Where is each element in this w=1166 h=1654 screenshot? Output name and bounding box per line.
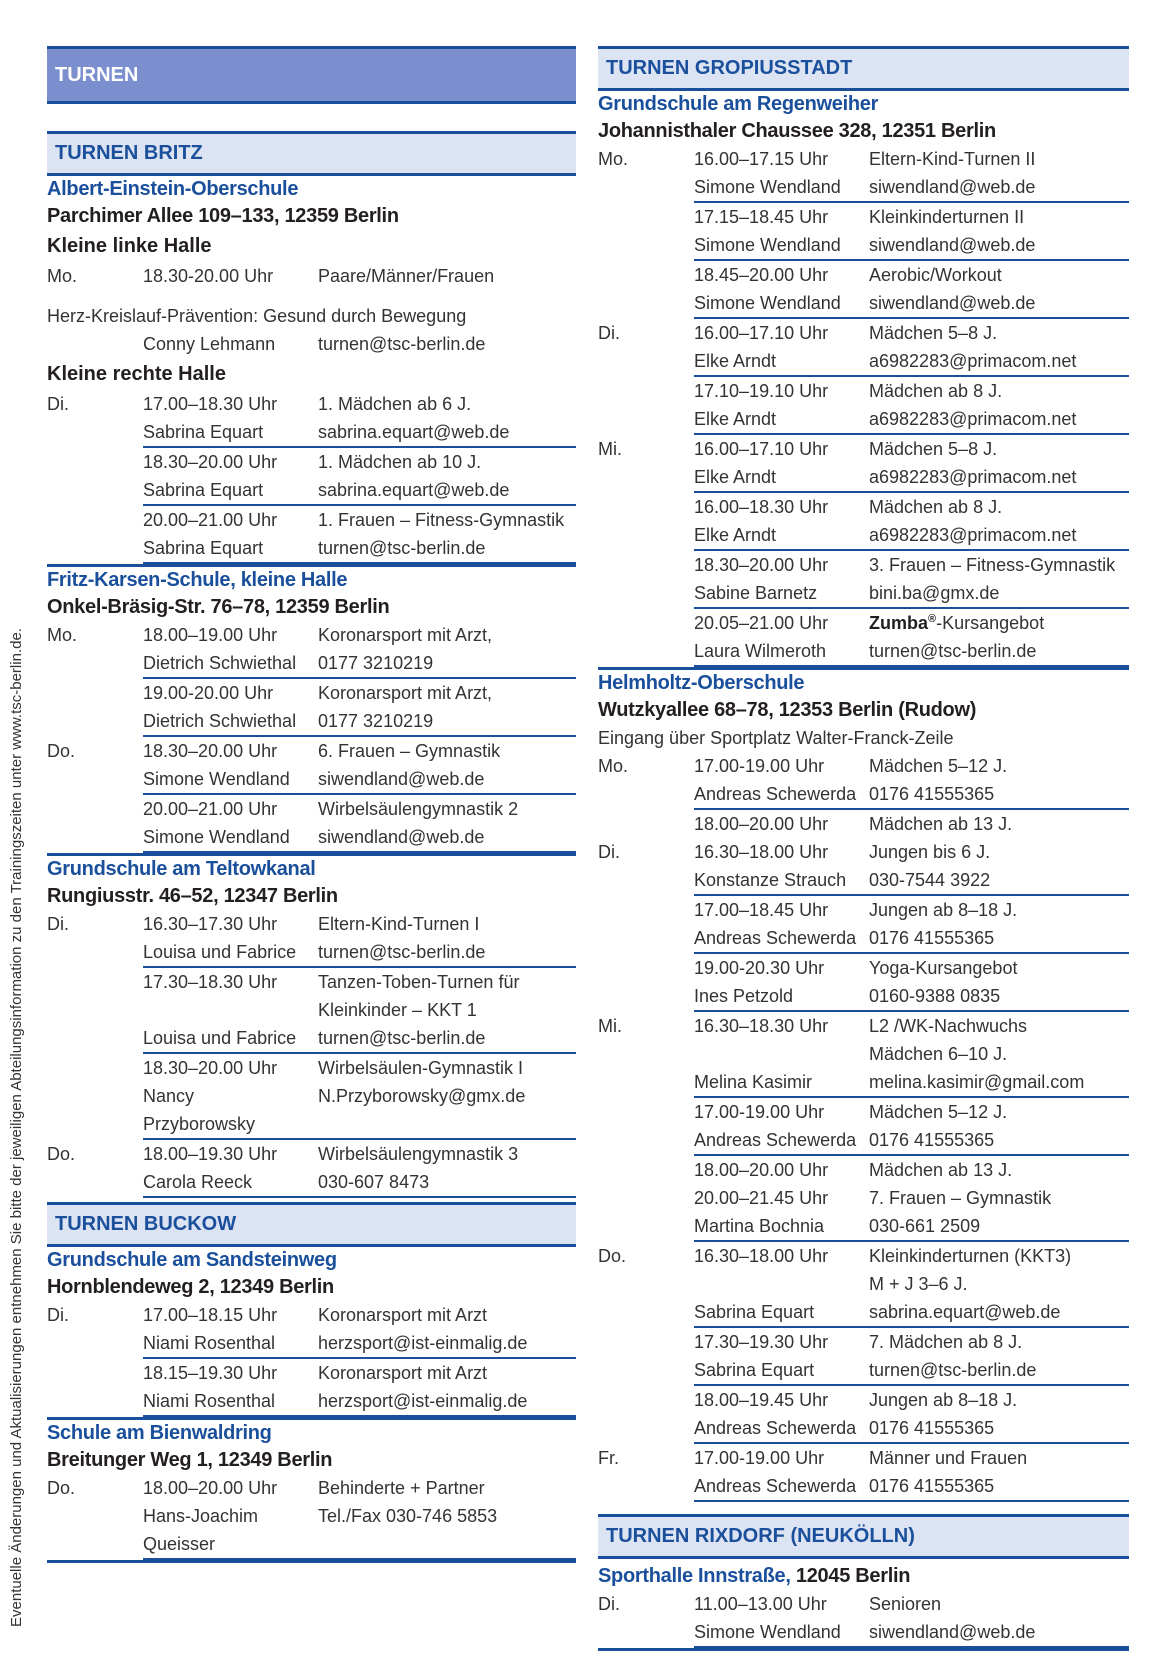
time-or-trainer: Nancy (143, 1086, 195, 1106)
course-or-contact: L2 /WK-Nachwuchs (869, 1016, 1028, 1036)
weekday (47, 1359, 143, 1387)
course-or-contact: 030-607 8473 (318, 1168, 576, 1198)
hall-name: Kleine linke Halle (47, 235, 212, 257)
weekday (47, 330, 143, 358)
schedule-table (47, 1301, 576, 1417)
zumba-label: Zumba® (869, 613, 937, 633)
weekday (598, 347, 694, 377)
course-or-contact: 1. Mädchen ab 6 J. (318, 394, 472, 414)
time-or-trainer: Ines Petzold (694, 982, 869, 1012)
course-or-contact: siwendland@web.de (869, 289, 1129, 319)
weekday: Do. (47, 741, 76, 761)
course-or-contact: Wirbelsäulengymnastik 2 (318, 799, 519, 819)
weekday (598, 1328, 694, 1356)
course-or-contact: Mädchen 5–12 J. (869, 756, 1008, 776)
course-or-contact: Aerobic/Workout (869, 265, 1002, 285)
hall-name: Kleine rechte Halle (47, 363, 226, 385)
weekday (598, 521, 694, 551)
weekday: Di. (598, 842, 620, 862)
time-or-trainer: Sabrina Equart (143, 476, 318, 506)
course-or-contact (869, 609, 1129, 637)
weekday: Di. (47, 1305, 69, 1325)
course-or-contact: a6982283@primacom.net (869, 521, 1129, 551)
time-or-trainer: Andreas Schewerda (694, 1126, 869, 1156)
time-or-trainer: Simone Wendland (143, 765, 318, 795)
section-header-gropiusstadt: TURNEN GROPIUSSTADT (598, 46, 1129, 91)
course-or-contact: Wirbelsäulen-Gymnastik I (318, 1058, 524, 1078)
weekday (47, 1168, 143, 1198)
course-or-contact: Wirbelsäulengymnastik 3 (318, 1144, 519, 1164)
zumba-rest: -Kursangebot (936, 613, 1045, 633)
weekday (598, 1040, 694, 1068)
time-or-trainer: 18.30–20.00 Uhr (143, 1058, 278, 1078)
weekday (598, 1098, 694, 1126)
time-or-trainer: Laura Wilmeroth (694, 637, 869, 667)
weekday (598, 579, 694, 609)
trainer: Conny Lehmann (143, 334, 276, 354)
divider (47, 1560, 576, 1563)
time-or-trainer: 16.30–18.30 Uhr (694, 1016, 829, 1036)
time-or-trainer: Dietrich Schwiethal (143, 707, 318, 737)
time-or-trainer: Simone Wendland (694, 231, 869, 261)
weekday (598, 377, 694, 405)
course-note: Herz-Kreislauf-Prävention: Gesund durch Bewegung (47, 306, 467, 326)
schedule-table (47, 330, 576, 358)
weekday (47, 996, 143, 1024)
school-name: Grundschule am Sandsteinweg (47, 1249, 337, 1271)
weekday (47, 1530, 143, 1560)
time-or-trainer: 18.30–20.00 Uhr (143, 741, 278, 761)
course-or-contact: herzsport@ist-einmalig.de (318, 1387, 576, 1417)
course-or-contact: Koronarsport mit Arzt (318, 1363, 488, 1383)
time-or-trainer: 18.15–19.30 Uhr (143, 1363, 278, 1383)
time-or-trainer: 16.00–18.30 Uhr (694, 497, 829, 517)
course-or-contact: 1. Mädchen ab 10 J. (318, 452, 482, 472)
right-column (598, 46, 1129, 1651)
time-or-trainer: Simone Wendland (694, 173, 869, 203)
course-or-contact: a6982283@primacom.net (869, 463, 1129, 493)
course-or-contact: Kleinkinder – KKT 1 (318, 1000, 477, 1020)
time-or-trainer: 17.00–18.30 Uhr (143, 394, 278, 414)
schedule-table (598, 145, 1129, 667)
course-or-contact: 0176 41555365 (869, 924, 1129, 954)
weekday (47, 1082, 143, 1110)
course-or-contact: Mädchen ab 13 J. (869, 814, 1013, 834)
weekday (598, 551, 694, 579)
registered-mark: ® (928, 613, 937, 625)
course-or-contact: 030-7544 3922 (869, 866, 1129, 896)
weekday (47, 1329, 143, 1359)
time-or-trainer: Andreas Schewerda (694, 780, 869, 810)
time-or-trainer: 20.00–21.00 Uhr (143, 799, 278, 819)
time-or-trainer: 18.00–19.45 Uhr (694, 1390, 829, 1410)
divider (598, 1648, 1129, 1651)
weekday (47, 418, 143, 448)
school-name: Sporthalle Innstraße, (598, 1565, 791, 1587)
weekday: Mo. (598, 149, 629, 169)
time-or-trainer: 16.00–17.10 Uhr (694, 323, 829, 343)
time-or-trainer: Martina Bochnia (694, 1212, 869, 1242)
time-or-trainer: 17.30–18.30 Uhr (143, 972, 278, 992)
time-or-trainer: Dietrich Schwiethal (143, 649, 318, 679)
weekday (598, 203, 694, 231)
weekday: Mi. (598, 1016, 622, 1036)
weekday (47, 448, 143, 476)
time-or-trainer: Sabrina Equart (143, 418, 318, 448)
time-or-trainer: Niami Rosenthal (143, 1387, 318, 1417)
weekday (598, 810, 694, 838)
time-or-trainer: 18.00–20.00 Uhr (694, 1160, 829, 1180)
course-or-contact: Senioren (869, 1594, 942, 1614)
section-header-turnen: TURNEN (47, 46, 576, 104)
weekday (598, 982, 694, 1012)
weekday (47, 649, 143, 679)
schedule-table (598, 752, 1129, 1502)
school-address: Wutzkyallee 68–78, 12353 Berlin (Rudow) (598, 699, 977, 721)
course-or-contact: Mädchen 5–8 J. (869, 439, 998, 459)
course-or-contact: a6982283@primacom.net (869, 347, 1129, 377)
course-or-contact: siwendland@web.de (869, 1618, 1129, 1648)
weekday (47, 1024, 143, 1054)
course-or-contact: turnen@tsc-berlin.de (869, 1356, 1129, 1386)
time-or-trainer: 19.00-20.30 Uhr (694, 958, 825, 978)
weekday: Di. (47, 394, 69, 414)
time-or-trainer: 17.00-19.00 Uhr (694, 1102, 825, 1122)
time-or-trainer: 19.00-20.00 Uhr (143, 683, 274, 703)
section-header-buckow: TURNEN BUCKOW (47, 1202, 576, 1247)
course-or-contact: Mädchen 5–8 J. (869, 323, 998, 343)
contact: turnen@tsc-berlin.de (318, 334, 486, 354)
weekday (47, 1387, 143, 1417)
school-address: Breitunger Weg 1, 12349 Berlin (47, 1449, 333, 1471)
weekday (598, 780, 694, 810)
weekday (598, 1184, 694, 1212)
weekday: Mi. (598, 439, 622, 459)
time-or-trainer: Sabrina Equart (694, 1298, 869, 1328)
school-name: Fritz-Karsen-Schule, kleine Halle (47, 569, 348, 591)
time-or-trainer: 17.00–18.45 Uhr (694, 900, 829, 920)
course-or-contact: Mädchen ab 13 J. (869, 1160, 1013, 1180)
course-or-contact: 030-661 2509 (869, 1212, 1129, 1242)
time-or-trainer: 16.30–18.00 Uhr (694, 842, 829, 862)
school-name: Albert-Einstein-Oberschule (47, 178, 299, 200)
time-or-trainer (694, 1270, 869, 1298)
weekday: Do. (47, 1478, 76, 1498)
course-or-contact: 0177 3210219 (318, 707, 576, 737)
schedule-table (47, 621, 576, 853)
time-or-trainer: Carola Reeck (143, 1168, 318, 1198)
weekday (598, 1068, 694, 1098)
course-or-contact: N.Przyborowsky@gmx.de (318, 1086, 526, 1106)
weekday (598, 1126, 694, 1156)
school-address: Hornblendeweg 2, 12349 Berlin (47, 1276, 334, 1298)
entrance-note: Eingang über Sportplatz Walter-Franck-Zeile (598, 728, 954, 748)
time-or-trainer (694, 1040, 869, 1068)
side-note: Eventuelle Änderungen und Aktualisierungen entnehmen Sie bitte der jeweiligen Abteilungsinformation zu den Trainingszeiten unter www.tsc-berlin.de. (8, 628, 25, 1627)
time-or-trainer: 20.00–21.00 Uhr (143, 510, 278, 530)
school-name: Schule am Bienwaldring (47, 1422, 272, 1444)
schedule-table (47, 910, 576, 1198)
course-or-contact: Koronarsport mit Arzt, (318, 625, 493, 645)
time-or-trainer: 18.30–20.00 Uhr (694, 555, 829, 575)
course-or-contact: siwendland@web.de (318, 823, 576, 853)
school-address: Parchimer Allee 109–133, 12359 Berlin (47, 205, 399, 227)
time-or-trainer: 16.00–17.15 Uhr (694, 149, 829, 169)
course-or-contact: siwendland@web.de (869, 173, 1129, 203)
school-address (598, 1563, 1129, 1590)
weekday (47, 795, 143, 823)
weekday (598, 463, 694, 493)
time-or-trainer: Elke Arndt (694, 463, 869, 493)
time-or-trainer: 17.00–18.15 Uhr (143, 1305, 278, 1325)
weekday (598, 924, 694, 954)
course-or-contact: 0160-9388 0835 (869, 982, 1129, 1012)
time-or-trainer: 17.00-19.00 Uhr (694, 1448, 825, 1468)
time-or-trainer: Melina Kasimir (694, 1068, 869, 1098)
weekday (47, 506, 143, 534)
time: 18.30-20.00 Uhr (143, 266, 274, 286)
time-or-trainer: 16.30–18.00 Uhr (694, 1246, 829, 1266)
school-address: Onkel-Bräsig-Str. 76–78, 12359 Berlin (47, 596, 390, 618)
time-or-trainer: Elke Arndt (694, 347, 869, 377)
course-or-contact: Koronarsport mit Arzt, (318, 683, 493, 703)
time-or-trainer: Andreas Schewerda (694, 1414, 869, 1444)
course-or-contact: 1. Frauen – Fitness-Gymnastik (318, 510, 565, 530)
time-or-trainer: Niami Rosenthal (143, 1329, 318, 1359)
course-or-contact: 0176 41555365 (869, 1472, 1129, 1502)
weekday (598, 493, 694, 521)
weekday (598, 1386, 694, 1414)
course-or-contact: siwendland@web.de (318, 765, 576, 795)
weekday (598, 289, 694, 319)
course-or-contact: 0176 41555365 (869, 1414, 1129, 1444)
group: Paare/Männer/Frauen (318, 266, 495, 286)
time-or-trainer: Andreas Schewerda (694, 1472, 869, 1502)
course-or-contact: Tel./Fax 030-746 5853 (318, 1506, 498, 1526)
weekday (598, 1356, 694, 1386)
weekday (47, 765, 143, 795)
time-or-trainer: Hans-Joachim (143, 1506, 259, 1526)
time-or-trainer: Louisa und Fabrice (143, 938, 318, 968)
weekday (47, 534, 143, 564)
time-or-trainer: 16.00–17.10 Uhr (694, 439, 829, 459)
time-or-trainer: Sabine Barnetz (694, 579, 869, 609)
time-or-trainer: Queisser (143, 1530, 318, 1560)
school-name: Grundschule am Regenweiher (598, 93, 879, 115)
weekday: Do. (47, 1144, 76, 1164)
weekday: Fr. (598, 1448, 619, 1468)
weekday (598, 954, 694, 982)
time-or-trainer: Louisa und Fabrice (143, 1024, 318, 1054)
weekday (47, 823, 143, 853)
course-or-contact: 7. Frauen – Gymnastik (869, 1188, 1052, 1208)
time-or-trainer: Przyborowsky (143, 1110, 318, 1140)
weekday (598, 896, 694, 924)
schedule-table (47, 1474, 576, 1560)
school-name: Helmholtz-Oberschule (598, 672, 805, 694)
section-header-britz: TURNEN BRITZ (47, 131, 576, 176)
time-or-trainer: 17.30–19.30 Uhr (694, 1332, 829, 1352)
time-or-trainer: Sabrina Equart (694, 1356, 869, 1386)
course-or-contact: Jungen ab 8–18 J. (869, 1390, 1018, 1410)
course-or-contact: sabrina.equart@web.de (318, 476, 576, 506)
school-address: Johannisthaler Chaussee 328, 12351 Berlin (598, 120, 996, 142)
weekday (598, 866, 694, 896)
course-or-contact: siwendland@web.de (869, 231, 1129, 261)
school-name: Grundschule am Teltowkanal (47, 858, 316, 880)
weekday (598, 1472, 694, 1502)
course-or-contact: turnen@tsc-berlin.de (318, 1024, 576, 1054)
course-or-contact: Jungen ab 8–18 J. (869, 900, 1018, 920)
course-or-contact: 0176 41555365 (869, 1126, 1129, 1156)
weekday (598, 173, 694, 203)
time-or-trainer: Simone Wendland (143, 823, 318, 853)
weekday (47, 968, 143, 996)
time-or-trainer: Andreas Schewerda (694, 924, 869, 954)
course-or-contact: Tanzen-Toben-Turnen für (318, 972, 520, 992)
course-or-contact: Mädchen ab 8 J. (869, 497, 1003, 517)
time-or-trainer: Simone Wendland (694, 289, 869, 319)
course-or-contact: Koronarsport mit Arzt (318, 1305, 488, 1325)
schedule-table (47, 262, 576, 290)
course-or-contact: Mädchen 6–10 J. (869, 1044, 1008, 1064)
weekday (47, 1110, 143, 1140)
weekday: Di. (47, 914, 69, 934)
course-or-contact: bini.ba@gmx.de (869, 579, 1129, 609)
course-or-contact: melina.kasimir@gmail.com (869, 1068, 1129, 1098)
weekday (47, 1054, 143, 1082)
weekday (598, 1414, 694, 1444)
course-or-contact: herzsport@ist-einmalig.de (318, 1329, 576, 1359)
course-or-contact: M + J 3–6 J. (869, 1274, 968, 1294)
left-column (47, 46, 576, 1563)
weekday (598, 405, 694, 435)
course-or-contact: Eltern-Kind-Turnen I (318, 914, 480, 934)
weekday (47, 679, 143, 707)
course-or-contact: Männer und Frauen (869, 1448, 1028, 1468)
time-or-trainer: 17.00-19.00 Uhr (694, 756, 825, 776)
time-or-trainer: Elke Arndt (694, 521, 869, 551)
weekday (47, 476, 143, 506)
weekday: Di. (598, 1594, 620, 1614)
course-or-contact: 7. Mädchen ab 8 J. (869, 1332, 1023, 1352)
weekday (598, 1618, 694, 1648)
course-or-contact: turnen@tsc-berlin.de (318, 534, 576, 564)
time-or-trainer: 18.45–20.00 Uhr (694, 265, 829, 285)
course-or-contact: Jungen bis 6 J. (869, 842, 991, 862)
weekday (47, 707, 143, 737)
weekday: Do. (598, 1246, 627, 1266)
weekday (598, 1156, 694, 1184)
course-or-contact: turnen@tsc-berlin.de (318, 938, 576, 968)
school-address: Rungiusstr. 46–52, 12347 Berlin (47, 885, 338, 907)
weekday (598, 261, 694, 289)
time-or-trainer: Elke Arndt (694, 405, 869, 435)
time-or-trainer: 20.05–21.00 Uhr (694, 613, 829, 633)
time-or-trainer: 18.00–20.00 Uhr (694, 814, 829, 834)
time-or-trainer (143, 996, 318, 1024)
schedule-table (47, 390, 576, 564)
course-or-contact: a6982283@primacom.net (869, 405, 1129, 435)
time-or-trainer: 20.00–21.45 Uhr (694, 1188, 829, 1208)
time-or-trainer: Sabrina Equart (143, 534, 318, 564)
course-or-contact: sabrina.equart@web.de (869, 1298, 1129, 1328)
weekday: Mo. (598, 756, 629, 776)
course-or-contact: 6. Frauen – Gymnastik (318, 741, 501, 761)
section-header-rixdorf: TURNEN RIXDORF (NEUKÖLLN) (598, 1514, 1129, 1559)
weekday (598, 231, 694, 261)
time-or-trainer: 18.00–19.00 Uhr (143, 625, 278, 645)
weekday: Mo. (47, 625, 78, 645)
course-or-contact: Kleinkinderturnen (KKT3) (869, 1246, 1072, 1266)
weekday (598, 1270, 694, 1298)
time-or-trainer: 17.15–18.45 Uhr (694, 207, 829, 227)
time-or-trainer: 18.00–19.30 Uhr (143, 1144, 278, 1164)
weekday (598, 609, 694, 637)
course-or-contact: Eltern-Kind-Turnen II (869, 149, 1036, 169)
course-or-contact: sabrina.equart@web.de (318, 418, 576, 448)
weekday: Mo. (47, 266, 78, 286)
course-or-contact (318, 1110, 576, 1140)
weekday (598, 1212, 694, 1242)
weekday (47, 1502, 143, 1530)
course-or-contact: Mädchen ab 8 J. (869, 381, 1003, 401)
time-or-trainer: 18.30–20.00 Uhr (143, 452, 278, 472)
time-or-trainer: 17.10–19.10 Uhr (694, 381, 829, 401)
course-or-contact: Mädchen 5–12 J. (869, 1102, 1008, 1122)
time-or-trainer: 11.00–13.00 Uhr (694, 1594, 827, 1614)
course-or-contact: turnen@tsc-berlin.de (869, 637, 1129, 667)
time-or-trainer: 18.00–20.00 Uhr (143, 1478, 278, 1498)
weekday (598, 1298, 694, 1328)
weekday (598, 637, 694, 667)
course-or-contact: Behinderte + Partner (318, 1478, 485, 1498)
address-rest: 12045 Berlin (790, 1565, 911, 1587)
course-or-contact: 0176 41555365 (869, 780, 1129, 810)
course-or-contact: Kleinkinderturnen II (869, 207, 1025, 227)
time-or-trainer: Konstanze Strauch (694, 866, 869, 896)
schedule-table (598, 1590, 1129, 1648)
weekday (47, 938, 143, 968)
time-or-trainer: Simone Wendland (694, 1618, 869, 1648)
course-or-contact (318, 1530, 576, 1560)
course-or-contact: Yoga-Kursangebot (869, 958, 1018, 978)
course-or-contact: 0177 3210219 (318, 649, 576, 679)
weekday: Di. (598, 323, 620, 343)
time-or-trainer: 16.30–17.30 Uhr (143, 914, 278, 934)
course-or-contact: 3. Frauen – Fitness-Gymnastik (869, 555, 1116, 575)
